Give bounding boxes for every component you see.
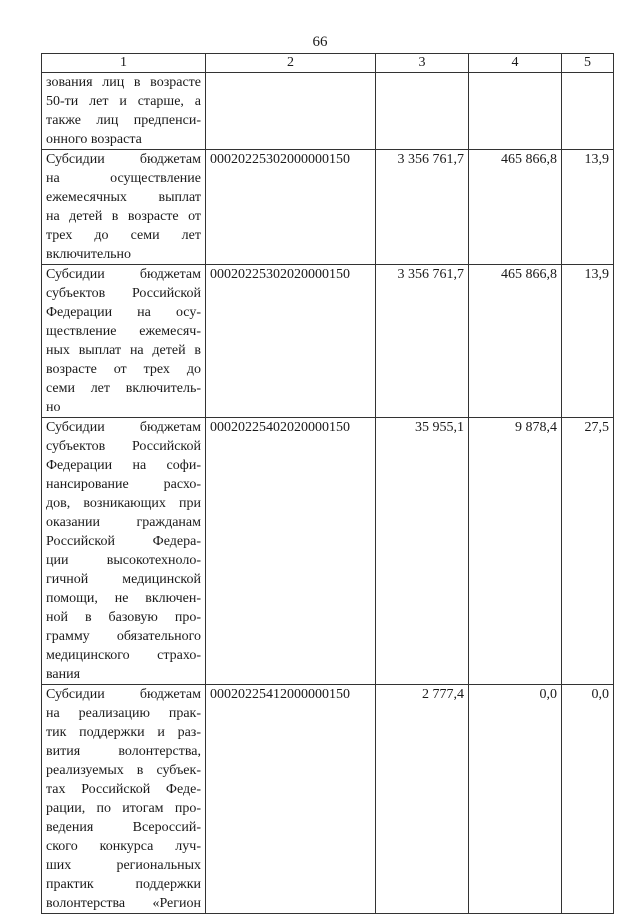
table-row bbox=[42, 418, 614, 685]
name-line: ведения Всероссий- bbox=[46, 820, 201, 835]
budget-table bbox=[41, 53, 614, 914]
name-line: также лиц предпенси- bbox=[46, 113, 201, 128]
row-col3-cell: 3 356 761,7 bbox=[376, 150, 469, 265]
name-line: на осуществление bbox=[46, 171, 201, 186]
row-name-cell bbox=[42, 73, 206, 150]
name-line: помощи, не включен- bbox=[46, 591, 201, 606]
name-line: но bbox=[46, 400, 61, 415]
row-col4-cell bbox=[469, 73, 562, 150]
row-code-cell: 00020225402020000150 bbox=[206, 418, 376, 685]
table-row bbox=[42, 265, 614, 418]
name-line: зования лиц в возрасте bbox=[46, 75, 201, 90]
row-col3-cell: 35 955,1 bbox=[376, 418, 469, 685]
name-line: волонтерства «Регион bbox=[46, 896, 201, 911]
row-col5-cell: 0,0 bbox=[562, 685, 614, 914]
name-line: вития волонтерства, bbox=[46, 744, 201, 759]
name-line: грамму обязательного bbox=[46, 629, 201, 644]
name-line: ции высокотехноло- bbox=[46, 553, 201, 568]
row-name-cell bbox=[42, 150, 206, 265]
name-line: Субсидии бюджетам bbox=[46, 152, 201, 167]
name-line: Российской Федера- bbox=[46, 534, 201, 549]
row-col3-cell bbox=[376, 73, 469, 150]
name-line: ных выплат на детей в bbox=[46, 343, 201, 358]
name-line: семи лет включитель- bbox=[46, 381, 201, 396]
name-line: возрасте от трех до bbox=[46, 362, 201, 377]
row-col4-cell: 0,0 bbox=[469, 685, 562, 914]
name-line: практик поддержки bbox=[46, 877, 201, 892]
row-col5-cell: 13,9 bbox=[562, 150, 614, 265]
name-line: гичной медицинской bbox=[46, 572, 201, 587]
name-line: субъектов Российской bbox=[46, 439, 201, 454]
name-line: дов, возникающих при bbox=[46, 496, 201, 511]
name-line: субъектов Российской bbox=[46, 286, 201, 301]
name-line: Федерации на софи- bbox=[46, 458, 201, 473]
row-name-cell bbox=[42, 265, 206, 418]
row-col3-cell: 3 356 761,7 bbox=[376, 265, 469, 418]
row-col4-cell: 465 866,8 bbox=[469, 265, 562, 418]
column-header: 4 bbox=[469, 54, 562, 73]
name-line: ского конкурса луч- bbox=[46, 839, 201, 854]
page-number: 66 bbox=[312, 34, 328, 50]
row-col3-cell: 2 777,4 bbox=[376, 685, 469, 914]
table-header-row bbox=[42, 54, 614, 73]
name-line: трех до семи лет bbox=[46, 228, 201, 243]
row-col4-cell: 465 866,8 bbox=[469, 150, 562, 265]
column-header: 5 bbox=[562, 54, 614, 73]
name-line: медицинского страхо- bbox=[46, 648, 201, 663]
row-col5-cell: 27,5 bbox=[562, 418, 614, 685]
name-line: реализуемых в субъек- bbox=[46, 763, 201, 778]
name-line: тах Российской Феде- bbox=[46, 782, 201, 797]
row-col5-cell bbox=[562, 73, 614, 150]
column-header: 3 bbox=[376, 54, 469, 73]
name-line: ной в базовую про- bbox=[46, 610, 201, 625]
name-line: онного возраста bbox=[46, 132, 142, 147]
name-line: ществление ежемесяч- bbox=[46, 324, 201, 339]
row-code-cell: 00020225302000000150 bbox=[206, 150, 376, 265]
table-row bbox=[42, 685, 614, 914]
column-header: 2 bbox=[206, 54, 376, 73]
row-name-cell bbox=[42, 685, 206, 914]
name-line: нансирование расхо- bbox=[46, 477, 201, 492]
row-col4-cell: 9 878,4 bbox=[469, 418, 562, 685]
name-line: вания bbox=[46, 667, 81, 682]
name-line: 50-ти лет и старше, а bbox=[46, 94, 201, 109]
name-line: Субсидии бюджетам bbox=[46, 267, 201, 282]
row-code-cell bbox=[206, 73, 376, 150]
name-line: оказании гражданам bbox=[46, 515, 201, 530]
row-name-cell bbox=[42, 418, 206, 685]
name-line: включительно bbox=[46, 247, 132, 262]
name-line: тик поддержки и раз- bbox=[46, 725, 201, 740]
row-code-cell: 00020225412000000150 bbox=[206, 685, 376, 914]
name-line: Субсидии бюджетам bbox=[46, 687, 201, 702]
name-line: на детей в возрасте от bbox=[46, 209, 201, 224]
name-line: ежемесячных выплат bbox=[46, 190, 201, 205]
name-line: Федерации на осу- bbox=[46, 305, 201, 320]
table-row bbox=[42, 150, 614, 265]
name-line: Субсидии бюджетам bbox=[46, 420, 201, 435]
name-line: ших региональных bbox=[46, 858, 201, 873]
row-code-cell: 00020225302020000150 bbox=[206, 265, 376, 418]
name-line: на реализацию прак- bbox=[46, 706, 201, 721]
table-row bbox=[42, 73, 614, 150]
row-col5-cell: 13,9 bbox=[562, 265, 614, 418]
column-header: 1 bbox=[42, 54, 206, 73]
name-line: рации, по итогам про- bbox=[46, 801, 201, 816]
